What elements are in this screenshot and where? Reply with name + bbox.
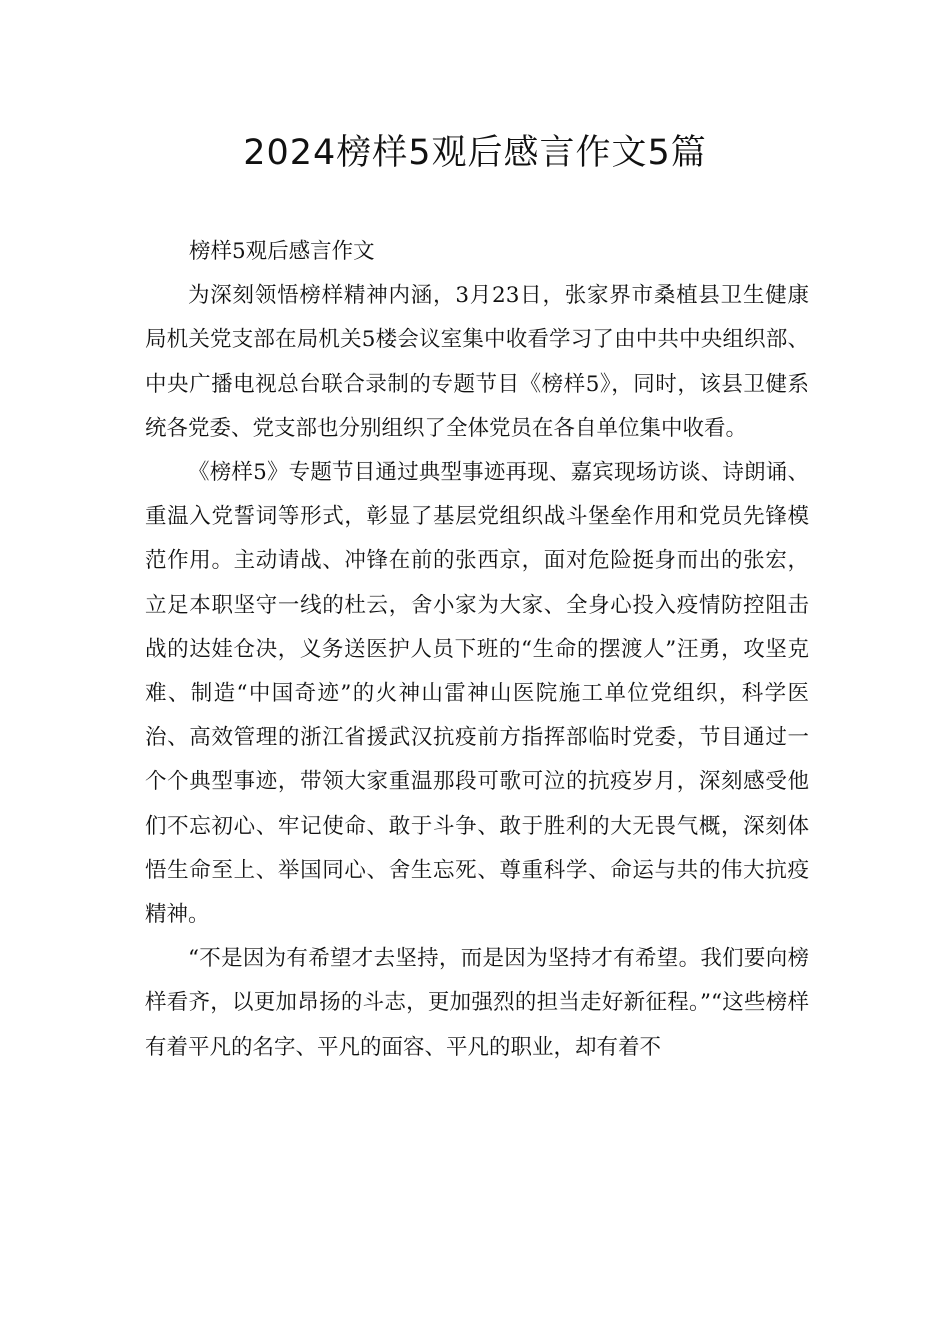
paragraph-1: 为深刻领悟榜样精神内涵，3月23日，张家界市桑植县卫生健康局机关党支部在局机关5楼会议室集中收看学习了由中共中央组织部、中央广播电视总台联合录制的专题节目《榜样5》，同时，该县卫健系统各党委、党支部也分别组织了全体党员在各自单位集中收看。 — [145, 283, 809, 441]
section-subheading: 榜样5观后感言作文 — [189, 239, 375, 264]
paragraph-2: 《榜样5》专题节目通过典型事迹再现、嘉宾现场访谈、诗朗诵、重温入党誓词等形式，彰显了基层党组织战斗堡垒作用和党员先锋模范作用。主动请战、冲锋在前的张西京，面对危险挺身而出的张宏，立足本职坚守一线的杜云，舍小家为大家、全身心投入疫情防控阻击战的达娃仓决，义务送医护人员下班的“生命的摆渡人”汪勇，攻坚克难、制造“中国奇迹”的火神山雷神山医院施工单位党组织，科学医治、高效管理的浙江省援武汉抗疫前方指挥部临时党委，节目通过一个个典型事迹，带领大家重温那段可歌可泣的抗疫岁月，深刻感受他们不忘初心、牢记使命、敢于斗争、敢于胜利的大无畏气概，深刻体悟生命至上、举国同心、舍生忘死、尊重科学、命运与共的伟大抗疫精神。 — [145, 460, 809, 928]
document-title: 2024榜样5观后感言作文5篇 — [243, 133, 707, 173]
document-body — [145, 230, 809, 1070]
paragraph-3: “不是因为有希望才去坚持，而是因为坚持才有希望。我们要向榜样看齐，以更加昂扬的斗志，更加强烈的担当走好新征程。”“这些榜样有着平凡的名字、平凡的面容、平凡的职业，却有着不 — [145, 946, 809, 1060]
